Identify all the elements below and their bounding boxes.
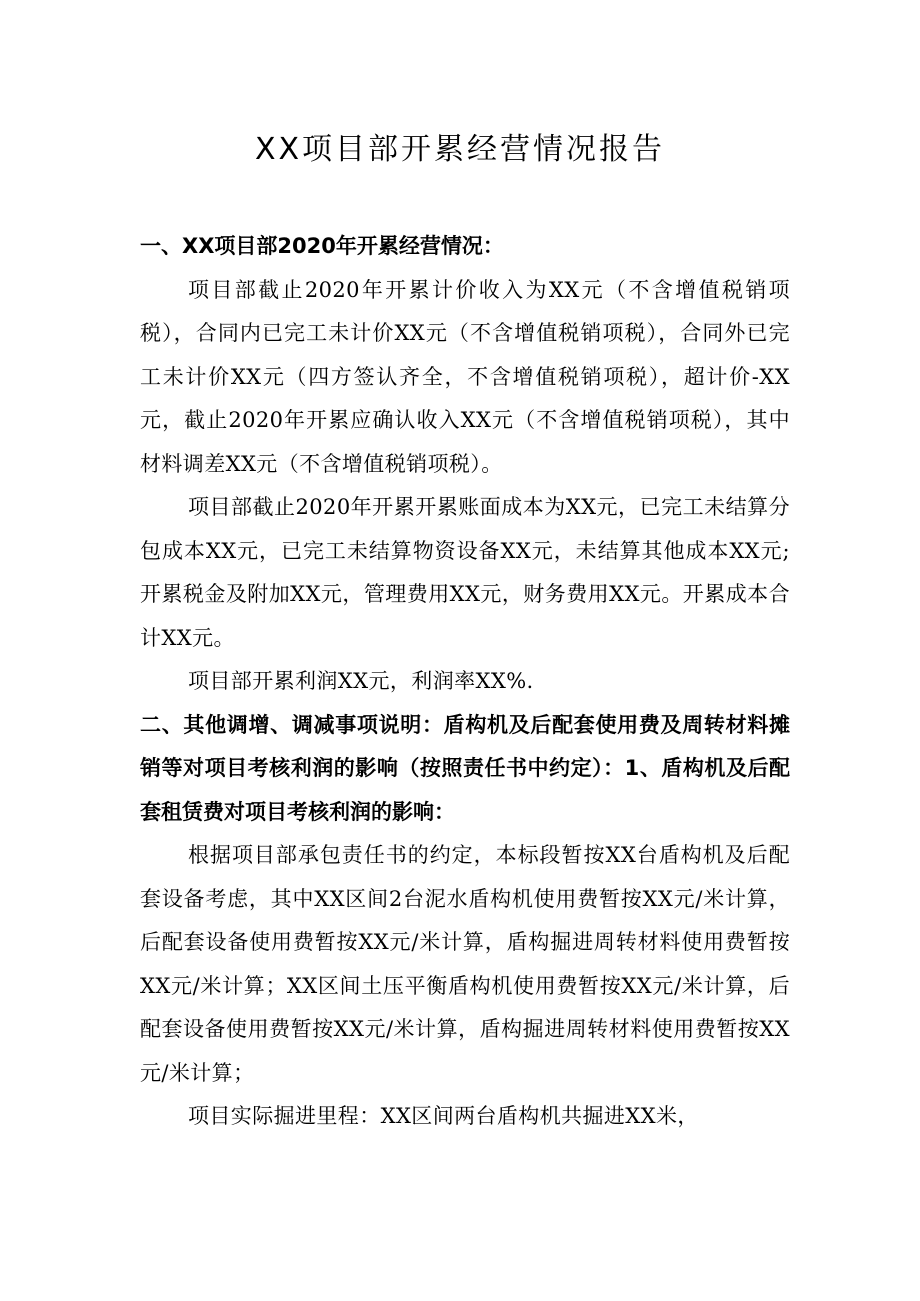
section-2-paragraph-contract: 根据项目部承包责任书的约定，本标段暂按XX台盾构机及后配套设备考虑，其中XX区间2台泥水盾构机使用费暂按XX元/米计算，后配套设备使用费暂按XX元/米计算，盾构掘进周转材料使用费暂按XX元/米计算；XX区间土压平衡盾构机使用费暂按XX元/米计算，后配套设备使用费暂按XX元/米计算，盾构掘进周转材料使用费暂按XX元/米计算； xyxy=(140,843,790,1085)
section-2-heading: 二、其他调增、调减事项说明：盾构机及后配套使用费及周转材料摊销等对项目考核利润的影响（按照责任书中约定）：1、盾构机及后配套租赁费对项目考核利润的影响： xyxy=(140,712,790,824)
section-1-paragraph-profit: 项目部开累利润XX元，利润率XX%. xyxy=(188,669,534,693)
document-title: XX项目部开累经营情况报告 xyxy=(254,132,666,167)
document-body xyxy=(140,225,790,1139)
section-1-heading: 一、XX项目部2020年开累经营情况： xyxy=(140,234,504,258)
section-1-paragraph-cost: 项目部截止2020年开累开累账面成本为XX元，已完工未结算分包成本XX元，已完工未结算物资设备XX元，未结算其他成本XX元;开累税金及附加XX元，管理费用XX元，财务费用XX元。开累成本合计XX元。 xyxy=(140,495,790,650)
section-2-paragraph-mileage: 项目实际掘进里程：XX区间两台盾构机共掘进XX米， xyxy=(188,1104,699,1128)
section-1-paragraph-revenue: 项目部截止2020年开累计价收入为XX元（不含增值税销项税），合同内已完工未计价XX元（不含增值税销项税），合同外已完工未计价XX元（四方签认齐全，不含增值税销项税），超计价-XX元，截止2020年开累应确认收入XX元（不含增值税销项税），其中材料调差XX元（不含增值税销项税）。 xyxy=(140,277,790,476)
